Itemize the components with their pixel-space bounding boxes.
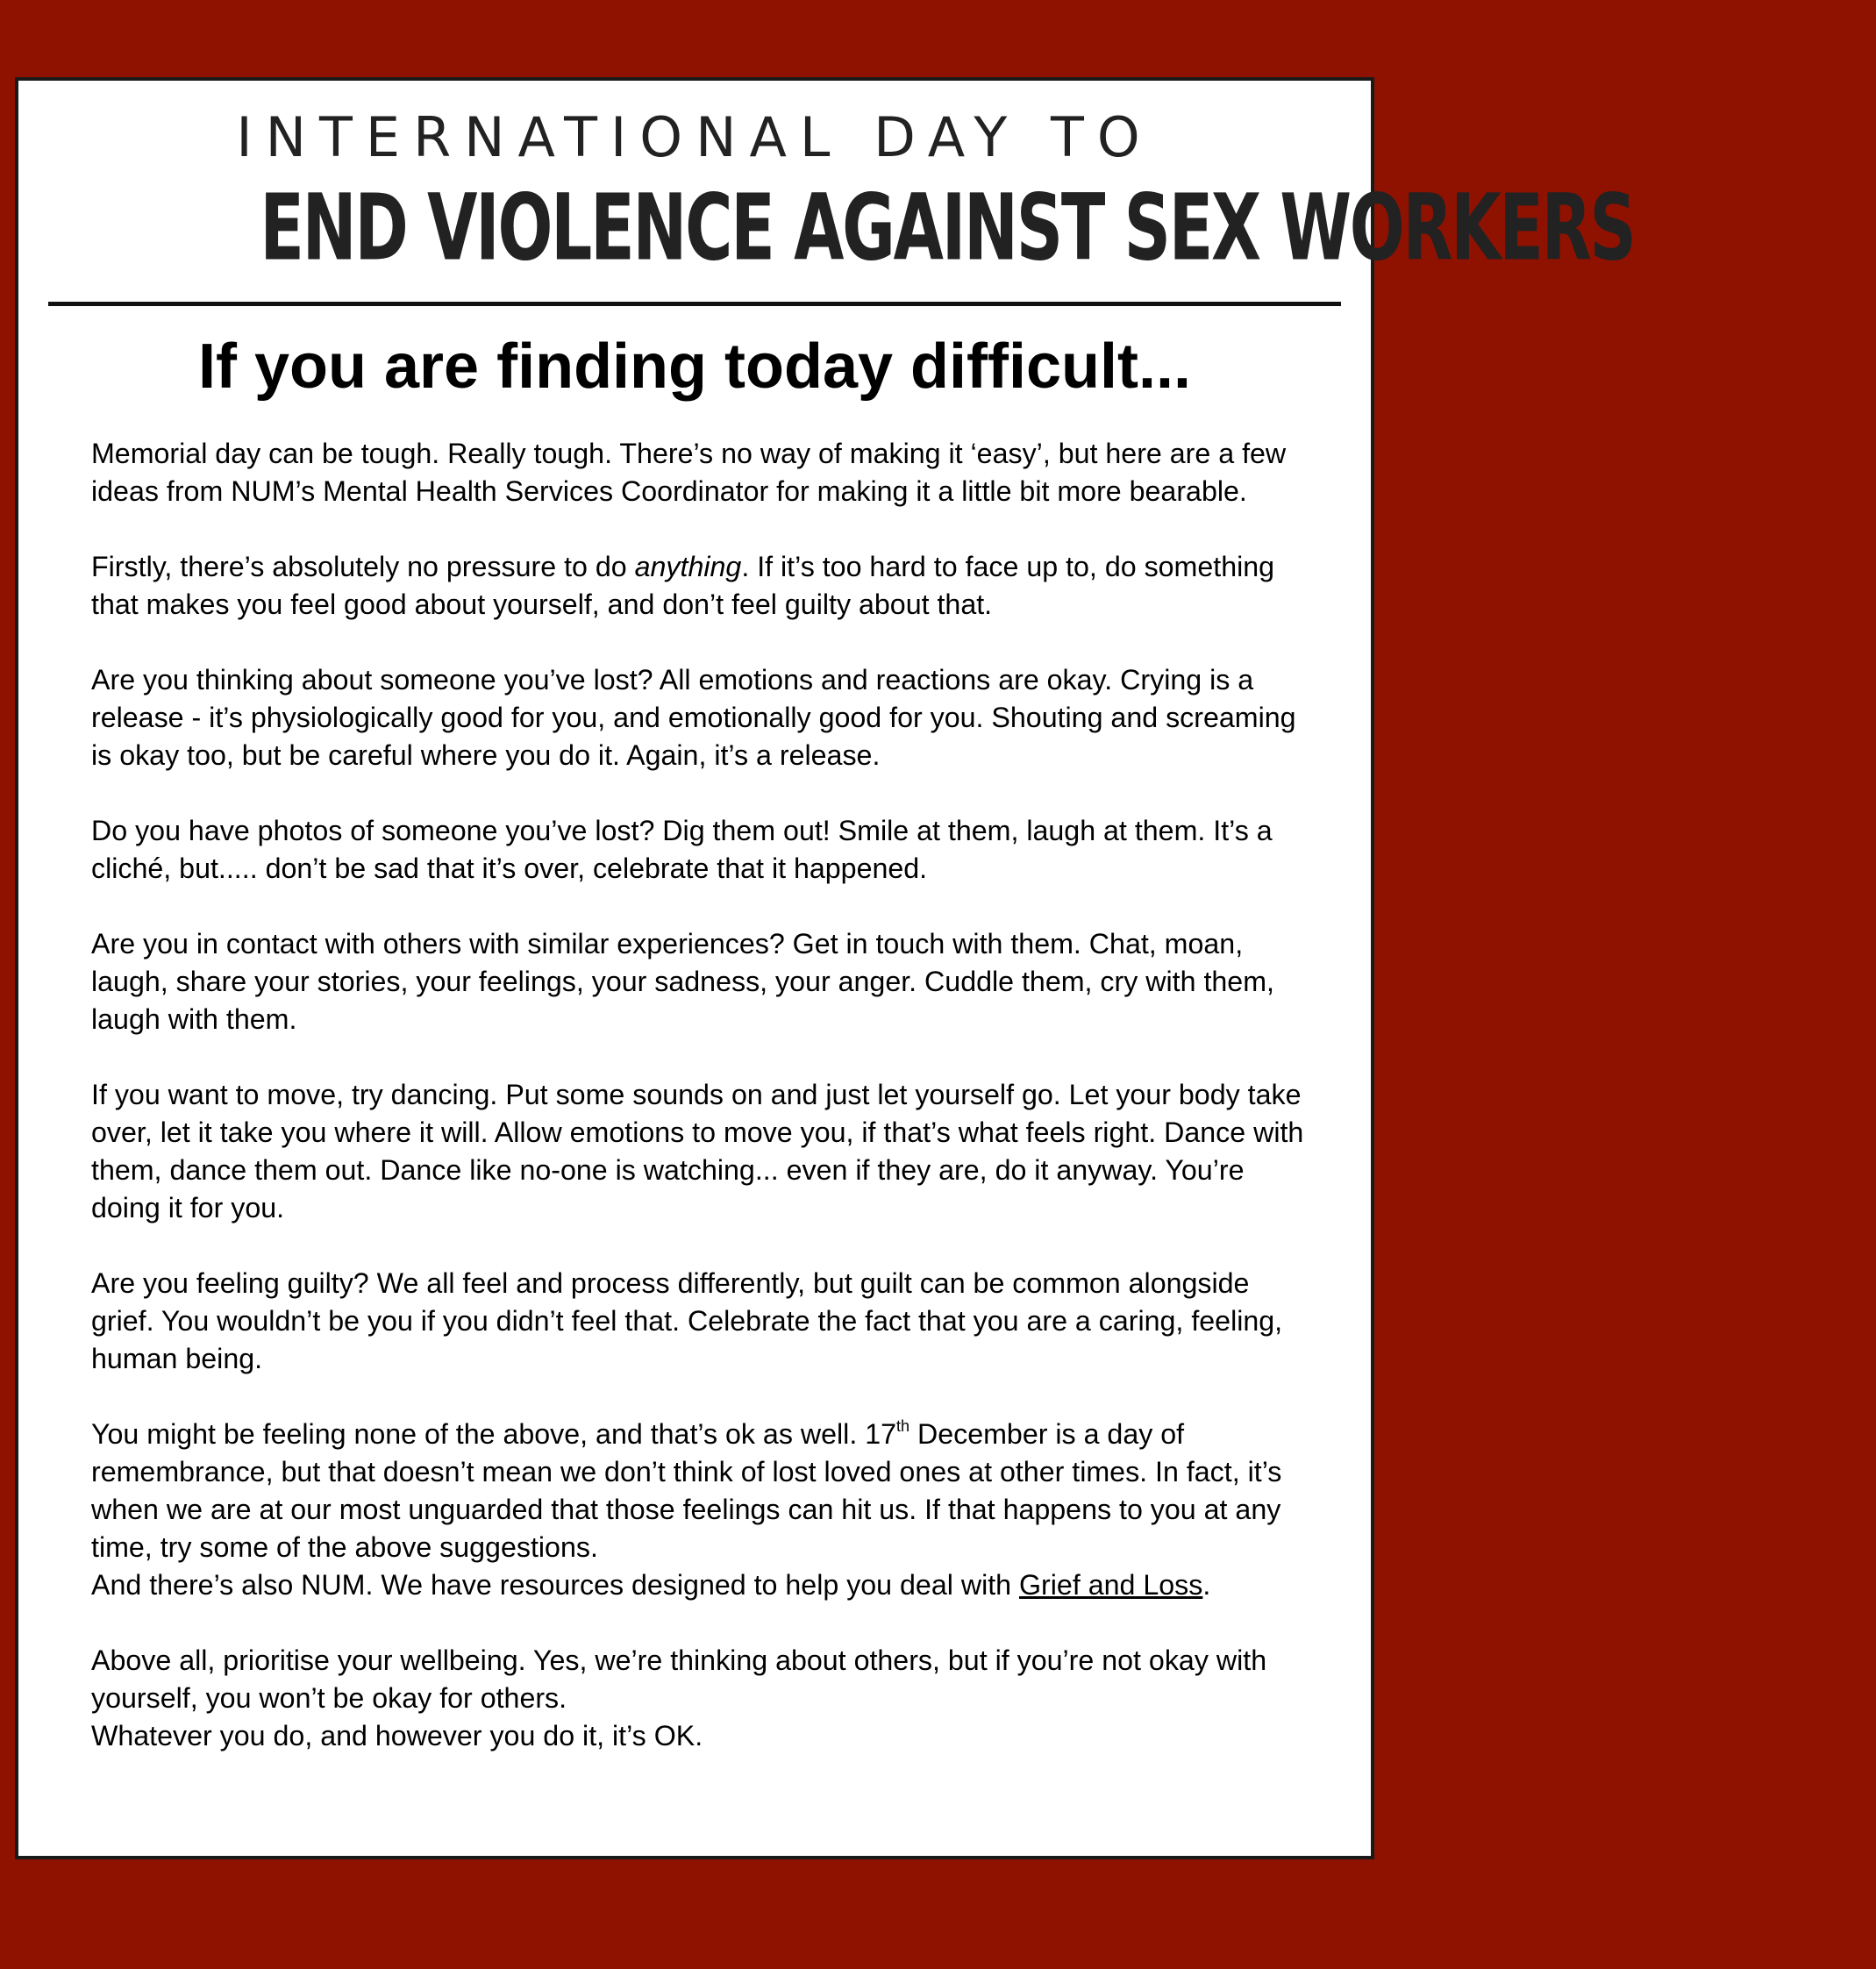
paragraph-lost-someone: Are you thinking about someone you’ve lost? All emotions and reactions are okay. Crying is a release - it’s physiologically good for you, and emotionally good for you. Shouting and screaming is okay too, but be careful where you do it. Again, it’s a release. xyxy=(91,664,1296,771)
ordinal-suffix: th xyxy=(896,1417,910,1435)
paragraph-no-pressure-start: Firstly, there’s absolutely no pressure to do xyxy=(91,551,635,582)
paragraph-resources xyxy=(91,1566,1318,1604)
paragraph-remembrance-start: You might be feeling none of the above, and that’s ok as well. 17 xyxy=(91,1418,897,1450)
grief-and-loss-link[interactable]: Grief and Loss xyxy=(1019,1569,1203,1601)
paragraph-remembrance xyxy=(91,1416,1318,1566)
body-text xyxy=(91,435,1318,1755)
poster-content xyxy=(18,81,1635,1856)
paragraph-closing: Whatever you do, and however you do it, it’s OK. xyxy=(91,1720,703,1751)
paragraph-no-pressure-end: . If it’s too hard to face up to, do something that makes you feel good about yourself, and don’t feel guilty about that. xyxy=(91,551,1275,620)
header-title-text: END VIOLENCE AGAINST SEX WORKERS xyxy=(260,174,1635,282)
poster-card xyxy=(15,77,1635,1859)
paragraph-remembrance-end: December is a day of remembrance, but that doesn’t mean we don’t think of lost loved ones at other times. In fact, it’s when we are at our most unguarded that those feelings can hit us. If that happens to you at any time, try some of the above suggestions. xyxy=(91,1418,1282,1563)
headline: If you are finding today difficult... xyxy=(198,332,1191,402)
paragraph-no-pressure xyxy=(91,548,1318,624)
paragraph-contact-others: Are you in contact with others with similar experiences? Get in touch with them. Chat, moan, laugh, share your stories, your feelings, your sadness, your anger. Cuddle them, cry with them, laugh with them. xyxy=(91,928,1274,1035)
paragraph-photos: Do you have photos of someone you’ve lost? Dig them out! Smile at them, laugh at them. It’s a cliché, but..... don’t be sad that it’s over, celebrate that it happened. xyxy=(91,815,1273,884)
emphasis-anything: anything xyxy=(634,551,742,582)
paragraph-resources-start: And there’s also NUM. We have resources designed to help you deal with xyxy=(91,1569,1020,1601)
paragraph-wellbeing: Above all, prioritise your wellbeing. Yes, we’re thinking about others, but if you’re not okay with yourself, you won’t be okay for others. xyxy=(91,1644,1267,1714)
header-divider xyxy=(48,302,1341,306)
header-title xyxy=(18,174,1635,282)
header-kicker: INTERNATIONAL DAY TO xyxy=(236,105,1153,169)
paragraph-resources-end: . xyxy=(1202,1569,1211,1601)
paragraph-dancing: If you want to move, try dancing. Put some sounds on and just let yourself go. Let your body take over, let it take you where it will. Allow emotions to move you, if that’s what feels right. Dance with them, dance them out. Dance like no-one is watching... even if they are, do it anyway. You’re doing it for you. xyxy=(91,1079,1304,1223)
paragraph-guilt: Are you feeling guilty? We all feel and process differently, but guilt can be common alongside grief. You wouldn’t be you if you didn’t feel that. Celebrate the fact that you are a caring, feeling, human being. xyxy=(91,1267,1283,1374)
paragraph-intro: Memorial day can be tough. Really tough. There’s no way of making it ‘easy’, but here are a few ideas from NUM’s Mental Health Services Coordinator for making it a little bit more bearable. xyxy=(91,438,1287,507)
